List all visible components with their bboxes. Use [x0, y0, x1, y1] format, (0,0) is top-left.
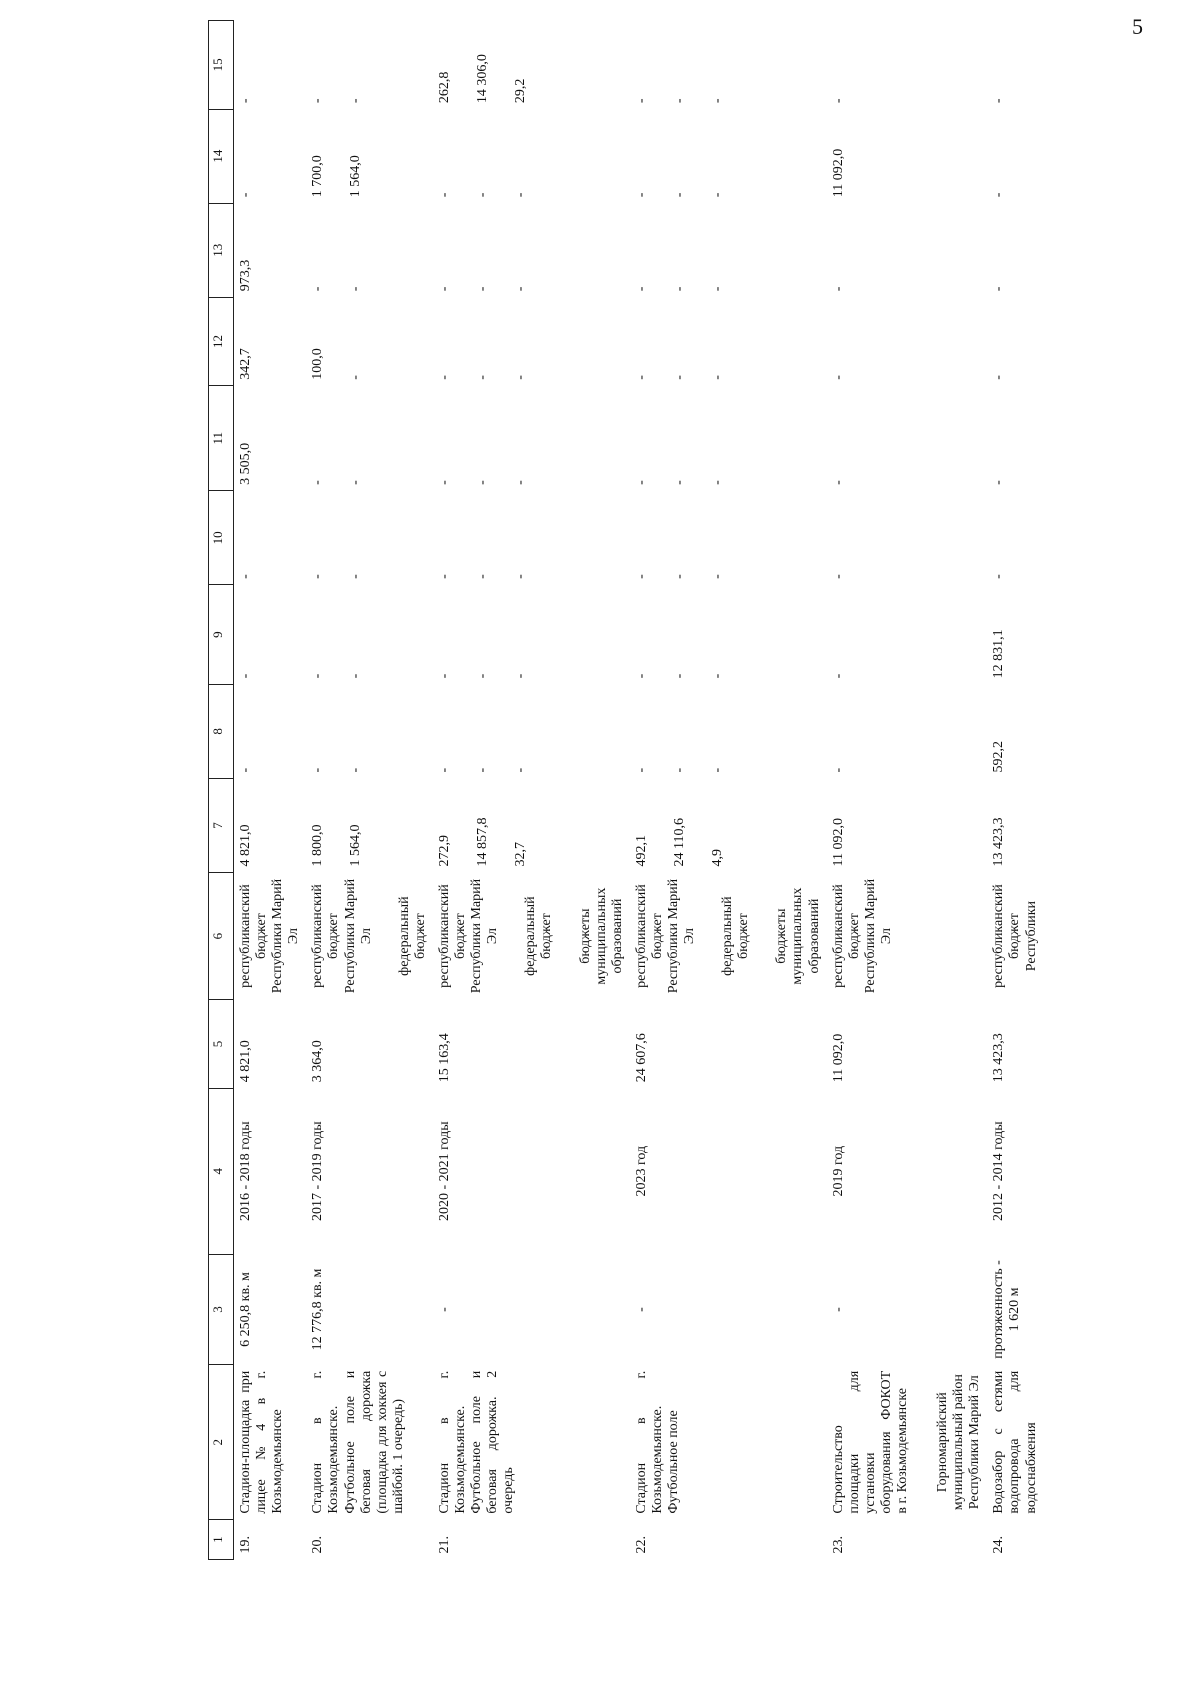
- funding-value: -: [513, 192, 529, 198]
- table-body: [209, 21, 1044, 1560]
- funding-value: -: [991, 375, 1007, 380]
- col-c14: [306, 109, 433, 203]
- col-c11: [433, 386, 630, 491]
- financing-table: [208, 20, 1044, 1560]
- col-c10: [433, 491, 630, 585]
- table-row: [234, 21, 307, 1560]
- capacity: 6 250,8 кв. м: [238, 1272, 253, 1347]
- funding-value: -: [310, 98, 326, 104]
- total-cost: 4 821,0: [238, 1040, 253, 1083]
- funding-value: -: [709, 98, 725, 104]
- col-c9: [234, 585, 307, 685]
- col-c10: [827, 491, 988, 585]
- funding-value: 1 700,0: [310, 155, 326, 198]
- col-c14: [234, 109, 307, 203]
- funding-value: -: [475, 673, 491, 679]
- col-c7: [433, 778, 630, 872]
- funding-value: -: [633, 673, 649, 679]
- funding-value: 4,9: [709, 848, 725, 867]
- funding-value: -: [991, 98, 1007, 104]
- col-c13: [827, 203, 988, 297]
- column-number-6: 6: [209, 872, 234, 999]
- object-name-text: Стадион в г. Козьмодемьянске. Футбольное поле: [633, 1370, 681, 1514]
- funding-value: -: [709, 375, 725, 380]
- funding-value: -: [475, 767, 491, 773]
- col-c10: [234, 491, 307, 585]
- capacity: -: [830, 1307, 846, 1312]
- capacity: -: [436, 1307, 452, 1312]
- funding-value: -: [709, 574, 725, 579]
- col-c8: [433, 684, 630, 778]
- col-c10: [306, 491, 433, 585]
- funding-value: -: [238, 192, 253, 198]
- funding-value: 14 306,0: [475, 54, 491, 104]
- funding-value: -: [436, 286, 452, 292]
- row-number: 24.: [991, 1536, 1007, 1554]
- col-c11: [827, 386, 988, 491]
- col-c14: [987, 109, 1043, 203]
- column-number-4: 4: [209, 1088, 234, 1254]
- period: 2012 - 2014 годы: [991, 1121, 1007, 1222]
- object-name: [306, 1365, 433, 1520]
- funding-value: -: [830, 98, 846, 104]
- period: 2020 - 2021 годы: [436, 1121, 452, 1222]
- funding-value: -: [436, 767, 452, 773]
- col-c9: [433, 585, 630, 685]
- funding-value: -: [709, 192, 725, 198]
- object-name-text: Строительство площадки для установки оборудования ФОКОТ в г. Козьмодемьянске: [830, 1370, 910, 1514]
- funding-value: -: [475, 480, 491, 485]
- column-number-1: 1: [209, 1520, 234, 1560]
- funding-value: -: [633, 192, 649, 198]
- funding-source: республиканский бюджет Республики Марий Эл: [238, 878, 302, 994]
- col-c11: [987, 386, 1043, 491]
- col-c9: [306, 585, 433, 685]
- funding-value: -: [475, 286, 491, 292]
- column-number-13: 13: [209, 203, 234, 297]
- col-c15: [433, 21, 630, 110]
- funding-value: -: [633, 98, 649, 104]
- col-c12: [987, 297, 1043, 386]
- total-cost: 11 092,0: [830, 1033, 846, 1083]
- funding-source: федеральный бюджет: [523, 896, 555, 976]
- column-number-8: 8: [209, 684, 234, 778]
- funding-value: -: [633, 574, 649, 579]
- funding-value: -: [310, 767, 326, 773]
- column-number-15: 15: [209, 21, 234, 110]
- funding-value: 3 505,0: [238, 442, 253, 485]
- capacity: -: [633, 1307, 649, 1312]
- funding-value: -: [348, 375, 364, 380]
- object-name: [234, 1365, 307, 1520]
- funding-value: -: [238, 673, 253, 679]
- funding-value: 12 831,1: [991, 629, 1007, 679]
- funding-value: 14 857,8: [475, 817, 491, 867]
- funding-value: 100,0: [310, 348, 326, 380]
- col-c11: [234, 386, 307, 491]
- period: 2019 год: [830, 1145, 846, 1197]
- row-number: 22.: [633, 1536, 649, 1554]
- funding-value: -: [991, 574, 1007, 579]
- object-name: [987, 1365, 1043, 1520]
- col-c9: [827, 585, 988, 685]
- col-c7: [234, 778, 307, 872]
- funding-value: -: [436, 192, 452, 198]
- funding-value: -: [513, 480, 529, 485]
- funding-value: -: [348, 673, 364, 679]
- funding-value: -: [348, 98, 364, 104]
- funding-value: -: [633, 767, 649, 773]
- funding-value: -: [475, 574, 491, 579]
- funding-value: -: [238, 98, 253, 104]
- funding-value: -: [991, 192, 1007, 198]
- column-number-5: 5: [209, 1000, 234, 1089]
- object-name-text: Стадион-площадка при лицее №4 в г. Козьмодемьянске: [238, 1370, 286, 1514]
- funding-value: -: [830, 480, 846, 485]
- col-c8: [306, 684, 433, 778]
- col-c12: [234, 297, 307, 386]
- funding-value: -: [475, 192, 491, 198]
- funding-value: -: [238, 574, 253, 579]
- funding-value: -: [348, 480, 364, 485]
- funding-value: -: [310, 480, 326, 485]
- col-c15: [306, 21, 433, 110]
- funding-value: 1 800,0: [310, 824, 326, 867]
- period: 2023 год: [633, 1145, 649, 1197]
- funding-value: -: [671, 673, 687, 679]
- funding-value: -: [709, 286, 725, 292]
- col-c9: [630, 585, 827, 685]
- funding-value: -: [671, 375, 687, 380]
- object-location-note: Горномарийский муниципальный район Республики Марий Эл: [935, 1374, 983, 1511]
- table-row: [827, 21, 988, 1560]
- funding-value: -: [310, 673, 326, 679]
- col-source: [987, 872, 1043, 999]
- row-number: 19.: [238, 1536, 253, 1554]
- col-source: [630, 872, 827, 999]
- col-source: [827, 872, 988, 999]
- column-number-7: 7: [209, 778, 234, 872]
- funding-value: -: [633, 480, 649, 485]
- funding-source: федеральный бюджет: [396, 896, 428, 976]
- col-c12: [433, 297, 630, 386]
- funding-value: 4 821,0: [238, 824, 253, 867]
- total-cost: 15 163,4: [436, 1033, 452, 1083]
- funding-value: -: [830, 673, 846, 679]
- funding-value: -: [513, 673, 529, 679]
- col-c7: [630, 778, 827, 872]
- funding-value: -: [671, 192, 687, 198]
- funding-value: -: [991, 286, 1007, 292]
- funding-value: -: [348, 286, 364, 292]
- funding-value: 29,2: [513, 78, 529, 104]
- col-c12: [306, 297, 433, 386]
- funding-value: -: [830, 286, 846, 292]
- funding-value: 1 564,0: [348, 824, 364, 867]
- funding-value: -: [238, 767, 253, 773]
- total-cost: 3 364,0: [310, 1040, 326, 1083]
- object-name: [630, 1365, 827, 1520]
- funding-value: 13 423,3: [991, 817, 1007, 867]
- funding-value: -: [348, 767, 364, 773]
- funding-value: -: [830, 375, 846, 380]
- table-row: [630, 21, 827, 1560]
- col-c12: [827, 297, 988, 386]
- funding-value: -: [436, 480, 452, 485]
- total-cost: 24 607,6: [633, 1033, 649, 1083]
- col-c14: [827, 109, 988, 203]
- col-source: [306, 872, 433, 999]
- col-c13: [234, 203, 307, 297]
- col-c9: [987, 585, 1043, 685]
- table-row: [433, 21, 630, 1560]
- funding-value: -: [671, 574, 687, 579]
- funding-value: -: [633, 375, 649, 380]
- funding-value: -: [709, 480, 725, 485]
- funding-value: -: [310, 286, 326, 292]
- funding-source: республиканский бюджет Республики Марий Эл: [436, 878, 501, 994]
- row-number: 21.: [436, 1536, 452, 1554]
- table-row: [987, 21, 1043, 1560]
- funding-value: -: [671, 767, 687, 773]
- funding-value: 342,7: [238, 348, 253, 380]
- row-number: 23.: [830, 1536, 846, 1554]
- col-c13: [987, 203, 1043, 297]
- column-number-3: 3: [209, 1254, 234, 1365]
- funding-source: федеральный бюджет: [720, 896, 752, 976]
- col-c7: [306, 778, 433, 872]
- funding-value: -: [709, 767, 725, 773]
- col-c15: [630, 21, 827, 110]
- period: 2017 - 2019 годы: [310, 1121, 326, 1222]
- col-c8: [987, 684, 1043, 778]
- col-c10: [987, 491, 1043, 585]
- funding-value: -: [475, 375, 491, 380]
- object-name-text: Стадион в г. Козьмодемьянске. Футбольное поле и беговая дорожка. 2 очередь: [436, 1370, 517, 1514]
- column-number-header: [209, 21, 234, 1560]
- funding-value: -: [436, 574, 452, 579]
- funding-value: -: [671, 480, 687, 485]
- funding-value: -: [310, 574, 326, 579]
- column-number-2: 2: [209, 1365, 234, 1520]
- col-c7: [827, 778, 988, 872]
- funding-value: -: [436, 375, 452, 380]
- object-name-text: Стадион в г. Козьмодемьянске. Футбольное поле и беговая дорожка (площадка для хоккея с шайбой. 1 очередь): [310, 1370, 406, 1514]
- funding-source: республиканский бюджет Республики Марий Эл: [310, 878, 374, 994]
- period: 2016 - 2018 годы: [238, 1121, 253, 1222]
- funding-value: -: [348, 574, 364, 579]
- funding-source: республиканский бюджет Республики Марий Эл: [633, 878, 698, 994]
- column-number-9: 9: [209, 585, 234, 685]
- col-c13: [433, 203, 630, 297]
- funding-value: 24 110,6: [671, 817, 687, 867]
- col-c15: [987, 21, 1043, 110]
- funding-value: 11 092,0: [830, 817, 846, 867]
- funding-value: -: [513, 767, 529, 773]
- funding-value: -: [709, 673, 725, 679]
- col-source: [234, 872, 307, 999]
- funding-source: республиканский бюджет Республики Марий Эл: [830, 878, 894, 994]
- funding-value: 272,9: [436, 834, 452, 867]
- funding-value: 492,1: [633, 834, 649, 867]
- funding-value: -: [513, 574, 529, 579]
- funding-value: -: [513, 286, 529, 292]
- col-c7: [987, 778, 1043, 872]
- col-c14: [630, 109, 827, 203]
- funding-value: -: [991, 480, 1007, 485]
- row-number: 20.: [310, 1536, 326, 1554]
- funding-source: республиканский бюджет Республики: [991, 884, 1039, 988]
- funding-value: 11 092,0: [830, 148, 846, 198]
- column-number-14: 14: [209, 109, 234, 203]
- funding-value: -: [671, 98, 687, 104]
- rotated-table-area: [208, 0, 1200, 1560]
- funding-value: 32,7: [513, 841, 529, 867]
- object-name: [433, 1365, 630, 1520]
- col-c15: [234, 21, 307, 110]
- funding-source: бюджеты муниципальных образований: [774, 887, 822, 985]
- object-name: [827, 1365, 988, 1520]
- col-source: [433, 872, 630, 999]
- col-c11: [306, 386, 433, 491]
- col-c12: [630, 297, 827, 386]
- table-row: [306, 21, 433, 1560]
- col-c15: [827, 21, 988, 110]
- col-c8: [234, 684, 307, 778]
- funding-value: -: [830, 767, 846, 773]
- column-number-10: 10: [209, 491, 234, 585]
- funding-value: -: [436, 673, 452, 679]
- col-c8: [630, 684, 827, 778]
- funding-value: -: [633, 286, 649, 292]
- capacity: 12 776,8 кв. м: [310, 1268, 326, 1351]
- funding-value: 262,8: [436, 71, 452, 104]
- funding-value: 973,3: [238, 259, 253, 292]
- page-number: 5: [1132, 14, 1143, 39]
- funding-value: -: [671, 286, 687, 292]
- col-c8: [827, 684, 988, 778]
- col-c14: [433, 109, 630, 203]
- col-c11: [630, 386, 827, 491]
- capacity: протяженность - 1 620 м: [991, 1260, 1023, 1359]
- funding-value: 1 564,0: [348, 155, 364, 198]
- funding-value: 592,2: [991, 740, 1007, 773]
- funding-value: -: [830, 574, 846, 579]
- funding-value: -: [513, 375, 529, 380]
- col-c13: [306, 203, 433, 297]
- column-number-11: 11: [209, 386, 234, 491]
- object-name-text: Водозабор с сетями водопровода для водоснабжения: [991, 1370, 1039, 1514]
- total-cost: 13 423,3: [991, 1033, 1007, 1083]
- funding-source: бюджеты муниципальных образований: [577, 887, 625, 985]
- col-c13: [630, 203, 827, 297]
- col-c10: [630, 491, 827, 585]
- column-number-12: 12: [209, 297, 234, 386]
